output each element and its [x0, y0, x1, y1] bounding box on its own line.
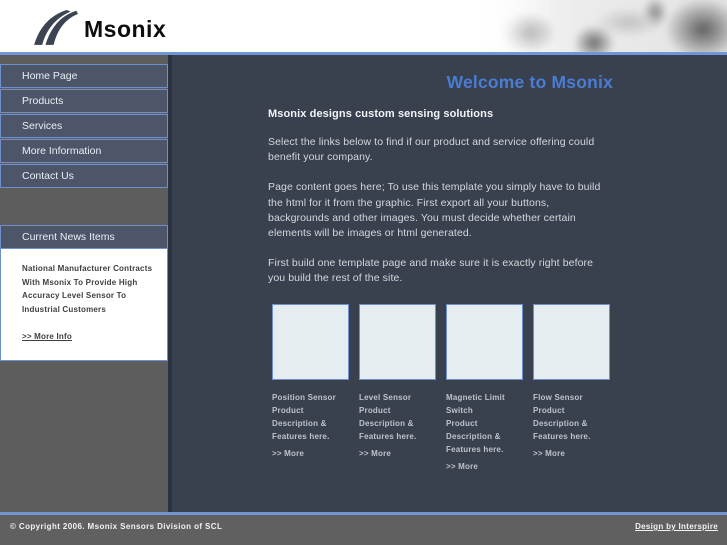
product-image-flow-sensor[interactable]: [533, 304, 610, 380]
product-name: Magnetic Limit Switch: [446, 392, 505, 415]
product-name: Flow Sensor: [533, 392, 583, 402]
sidebar-item-services[interactable]: Services: [0, 114, 168, 138]
product-magnetic-limit-switch: [446, 304, 523, 474]
product-description: Product Description & Features here.: [359, 405, 417, 441]
sidebar-filler: [0, 361, 168, 512]
design-credit-link[interactable]: Design by Interspire: [635, 522, 718, 531]
product-more-link[interactable]: >> More: [359, 448, 392, 458]
copyright-text: © Copyright 2006. Msonix Sensors Division of SCL: [10, 522, 223, 531]
sidebar-item-contact-us[interactable]: Contact Us: [0, 164, 168, 188]
sidebar-item-products[interactable]: Products: [0, 89, 168, 113]
product-position-sensor: [272, 304, 349, 474]
header: [0, 0, 727, 52]
page-title: Welcome to Msonix: [446, 72, 613, 92]
product-more-link[interactable]: >> More: [272, 448, 305, 458]
products-row: [268, 304, 613, 474]
product-level-sensor: [359, 304, 436, 474]
sidebar: [0, 55, 168, 512]
sidebar-gap: [0, 189, 168, 225]
product-more-link[interactable]: >> More: [533, 448, 566, 458]
sidebar-item-more-information[interactable]: More Information: [0, 139, 168, 163]
news-more-info-link[interactable]: >> More Info: [22, 332, 72, 341]
logo[interactable]: [26, 4, 166, 50]
main-content: [172, 55, 727, 512]
news-text: National Manufacturer Contracts With Msonix To Provide High Accuracy Level Sensor To Industrial Customers: [22, 264, 153, 314]
header-photo-fade: [477, 0, 727, 52]
product-flow-sensor: [533, 304, 610, 474]
product-image-position-sensor[interactable]: [272, 304, 349, 380]
product-description: Product Description & Features here.: [533, 405, 591, 441]
product-description: Product Description & Features here.: [272, 405, 330, 441]
tagline: Msonix designs custom sensing solutions: [268, 108, 494, 120]
header-photo: [477, 0, 727, 52]
product-image-magnetic-limit-switch[interactable]: [446, 304, 523, 380]
body: [0, 55, 727, 512]
product-name: Level Sensor: [359, 392, 412, 402]
paragraph: Page content goes here; To use this template you simply have to build the html for it from the graphic. First export all your buttons, backgrounds and other images. You must decide whether certain elements will be images or html generated.: [268, 181, 601, 240]
product-image-level-sensor[interactable]: [359, 304, 436, 380]
logo-text: Msonix: [84, 15, 167, 42]
news-panel: [0, 249, 168, 361]
product-more-link[interactable]: >> More: [446, 461, 479, 471]
sidebar-top-gap: [0, 55, 168, 64]
product-name: Position Sensor: [272, 392, 336, 402]
swoosh-logo-icon: [26, 5, 78, 49]
paragraph: First build one template page and make sure it is exactly right before you build the rest of the site.: [268, 257, 594, 285]
sidebar-item-home-page[interactable]: Home Page: [0, 64, 168, 88]
product-description: Product Description & Features here.: [446, 418, 504, 454]
footer: [0, 515, 727, 545]
news-panel-header: Current News Items: [0, 225, 168, 249]
paragraph: Select the links below to find if our product and service offering could benefit your company.: [268, 136, 595, 164]
